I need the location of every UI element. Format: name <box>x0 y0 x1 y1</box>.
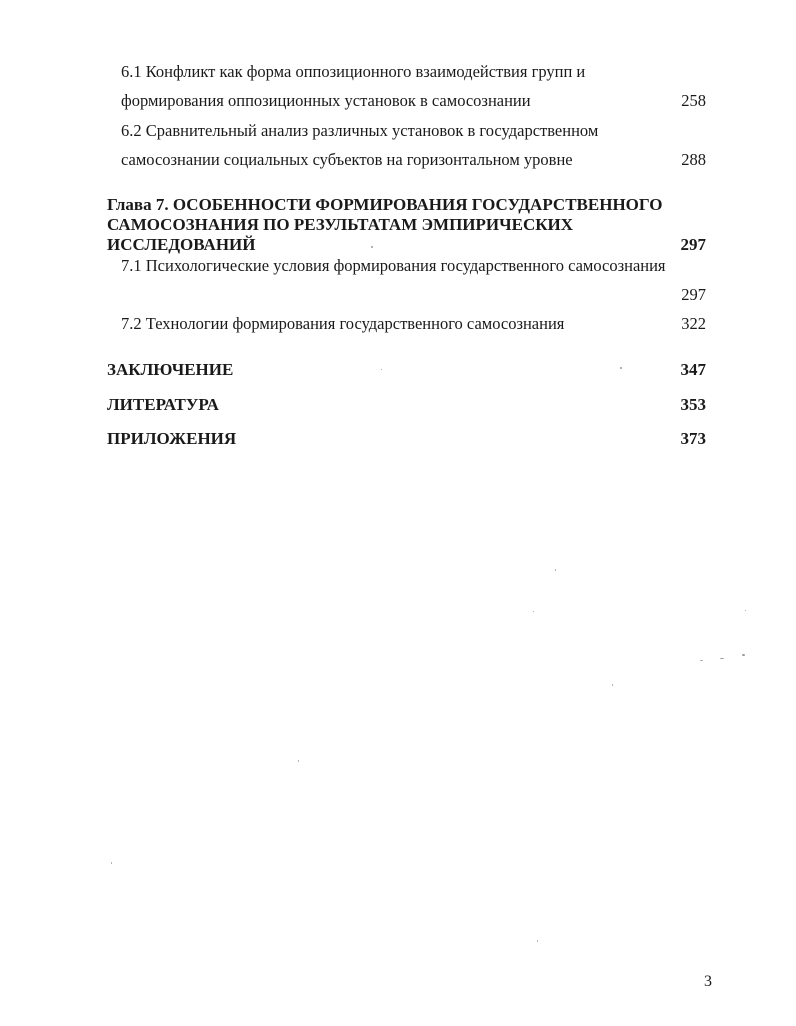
toc-chapter-7-line2: САМОСОЗНАНИЯ ПО РЕЗУЛЬТАТАМ ЭМПИРИЧЕСКИХ <box>107 215 574 234</box>
toc-entry-6-1-line2: формирования оппозиционных установок в самосознании <box>121 91 531 110</box>
toc-page-conclusion: 347 <box>680 360 706 379</box>
scan-speck <box>537 940 538 942</box>
scan-speck <box>745 610 746 611</box>
toc-page-7-1: 297 <box>681 285 706 304</box>
toc-appendices: ПРИЛОЖЕНИЯ <box>107 429 237 448</box>
toc-entry-6-1-line1: 6.1 Конфликт как форма оппозиционного взаимодействия групп и <box>121 62 586 81</box>
toc-literature: ЛИТЕРАТУРА <box>107 395 219 414</box>
scan-speck <box>612 684 613 686</box>
scan-speck <box>620 367 622 369</box>
toc-page-appendices: 373 <box>680 429 706 448</box>
toc-chapter-7-line3: ИССЛЕДОВАНИЙ <box>107 235 256 254</box>
scan-speck <box>720 658 724 659</box>
scan-speck <box>381 369 382 370</box>
scan-speck <box>555 569 556 571</box>
toc-entry-6-2-line1: 6.2 Сравнительный анализ различных установок в государственном <box>121 121 599 140</box>
scan-speck <box>742 654 745 656</box>
toc-entry-7-1-line1: 7.1 Психологические условия формирования государственного самосознания <box>121 256 666 275</box>
toc-page-6-1: 258 <box>681 91 706 110</box>
page-number: 3 <box>704 973 712 990</box>
toc-page-7-2: 322 <box>681 314 706 333</box>
toc-chapter-7-line1: Глава 7. ОСОБЕННОСТИ ФОРМИРОВАНИЯ ГОСУДАРСТВЕННОГО <box>107 195 663 214</box>
toc-entry-6-2-line2: самосознании социальных субъектов на горизонтальном уровне <box>121 150 573 169</box>
scan-speck <box>533 611 534 612</box>
toc-page-literature: 353 <box>680 395 706 414</box>
toc-page-chapter-7: 297 <box>680 235 706 254</box>
toc-conclusion: ЗАКЛЮЧЕНИЕ <box>107 360 234 379</box>
scan-speck <box>298 760 299 762</box>
scan-speck <box>371 246 373 248</box>
toc-entry-7-2-line1: 7.2 Технологии формирования государственного самосознания <box>121 314 565 333</box>
scan-speck <box>111 862 112 864</box>
scan-speck <box>700 660 703 661</box>
toc-page-6-2: 288 <box>681 150 706 169</box>
